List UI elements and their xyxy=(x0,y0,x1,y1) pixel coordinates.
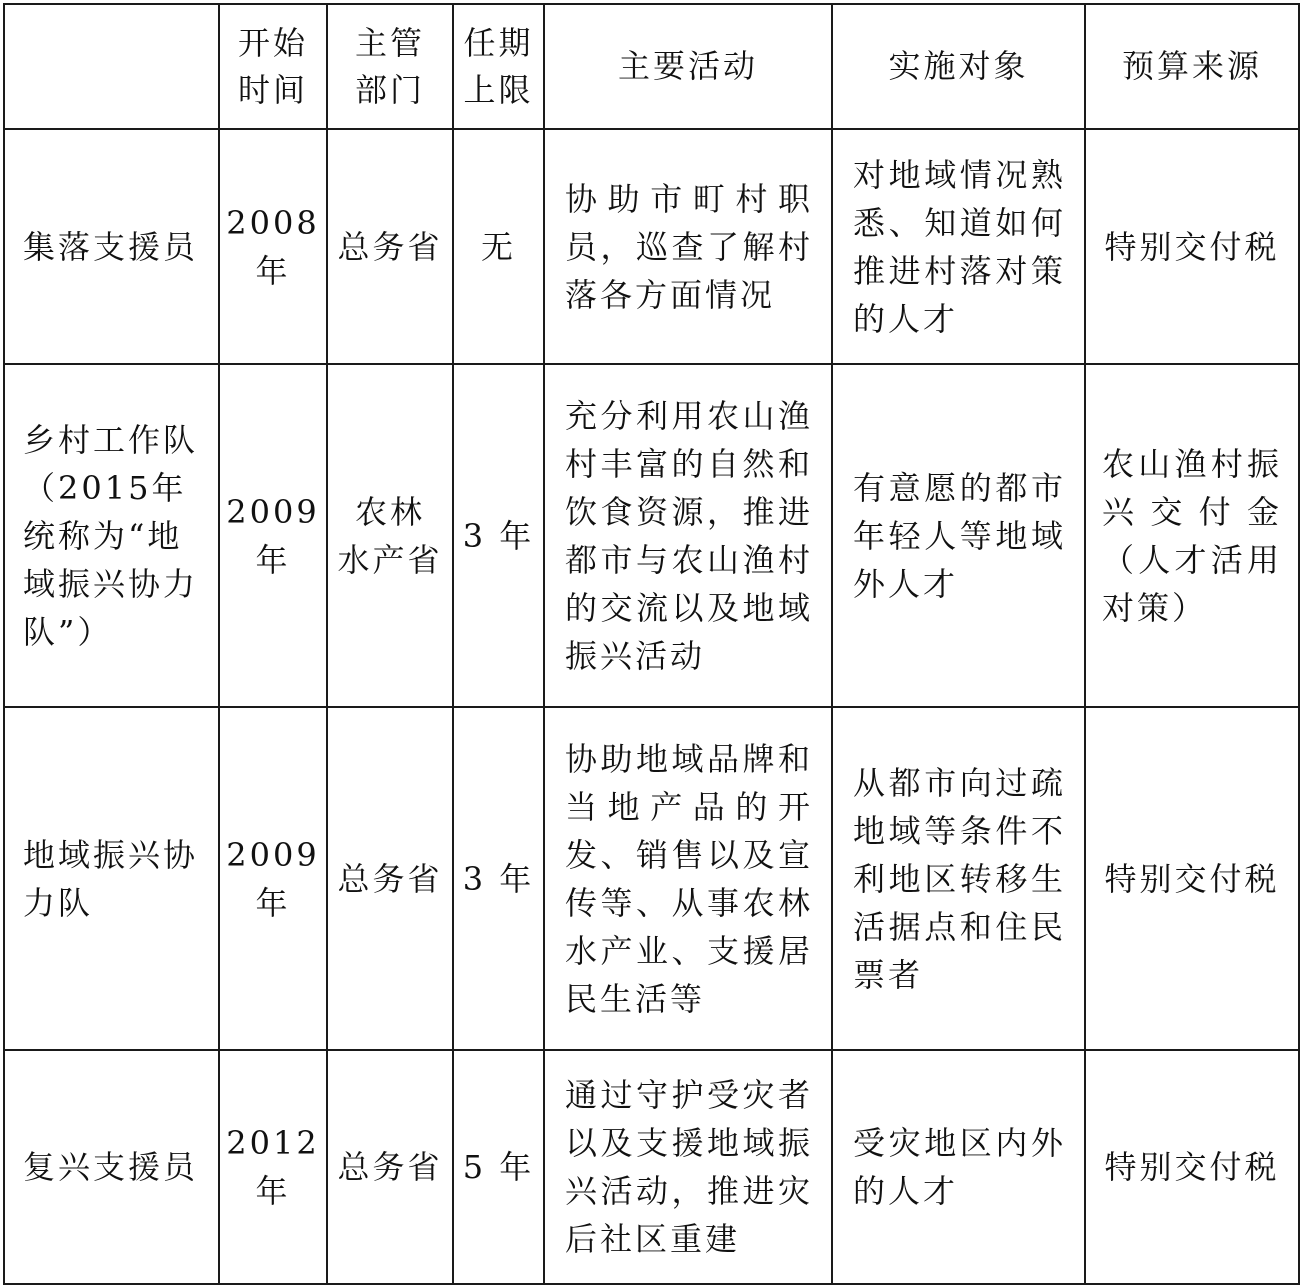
row-target: 有意愿的都市年轻人等地域外人才 xyxy=(832,364,1085,707)
header-start-time: 开始 时间 xyxy=(219,4,327,129)
header-term-limit: 任期 上限 xyxy=(453,4,544,129)
row-start-year: 2008 年 xyxy=(219,129,327,364)
row-start-year: 2009 年 xyxy=(219,364,327,707)
row-budget-source: 特别交付税 xyxy=(1085,129,1299,364)
header-budget-source: 预算来源 xyxy=(1085,4,1299,129)
header-blank xyxy=(4,4,219,129)
header-row xyxy=(4,4,1299,129)
row-start-year: 2009 年 xyxy=(219,707,327,1050)
row-budget-source: 特别交付税 xyxy=(1085,1050,1299,1284)
row-name: 集落支援员 xyxy=(4,129,219,364)
row-name: 复兴支援员 xyxy=(4,1050,219,1284)
row-term-limit: 3 年 xyxy=(453,364,544,707)
row-target: 从都市向过疏地域等条件不利地区转移生活据点和住民票者 xyxy=(832,707,1085,1050)
program-table xyxy=(3,3,1300,1285)
row-budget-source: 农山渔村振兴交付金（人才活用对策） xyxy=(1085,364,1299,707)
row-target: 对地域情况熟悉、知道如何推进村落对策的人才 xyxy=(832,129,1085,364)
table-row xyxy=(4,129,1299,364)
row-activity: 协助地域品牌和当地产品的开发、销售以及宣传等、从事农林水产业、支援居民生活等 xyxy=(544,707,832,1050)
row-activity: 协助市町村职员，巡查了解村落各方面情况 xyxy=(544,129,832,364)
table-row xyxy=(4,364,1299,707)
row-term-limit: 5 年 xyxy=(453,1050,544,1284)
row-target: 受灾地区内外的人才 xyxy=(832,1050,1085,1284)
row-name: 地域振兴协力队 xyxy=(4,707,219,1050)
row-start-year: 2012 年 xyxy=(219,1050,327,1284)
header-department: 主管 部门 xyxy=(327,4,453,129)
row-department: 总务省 xyxy=(327,707,453,1050)
row-department: 总务省 xyxy=(327,1050,453,1284)
row-budget-source: 特别交付税 xyxy=(1085,707,1299,1050)
header-main-activity: 主要活动 xyxy=(544,4,832,129)
header-target: 实施对象 xyxy=(832,4,1085,129)
row-activity: 通过守护受灾者以及支援地域振兴活动，推进灾后社区重建 xyxy=(544,1050,832,1284)
row-activity: 充分利用农山渔村丰富的自然和饮食资源，推进都市与农山渔村的交流以及地域振兴活动 xyxy=(544,364,832,707)
table-row xyxy=(4,707,1299,1050)
row-name: 乡村工作队（2015年统称为“地域振兴协力队”） xyxy=(4,364,219,707)
row-term-limit: 无 xyxy=(453,129,544,364)
table-row xyxy=(4,1050,1299,1284)
row-department: 农林 水产省 xyxy=(327,364,453,707)
row-department: 总务省 xyxy=(327,129,453,364)
row-term-limit: 3 年 xyxy=(453,707,544,1050)
